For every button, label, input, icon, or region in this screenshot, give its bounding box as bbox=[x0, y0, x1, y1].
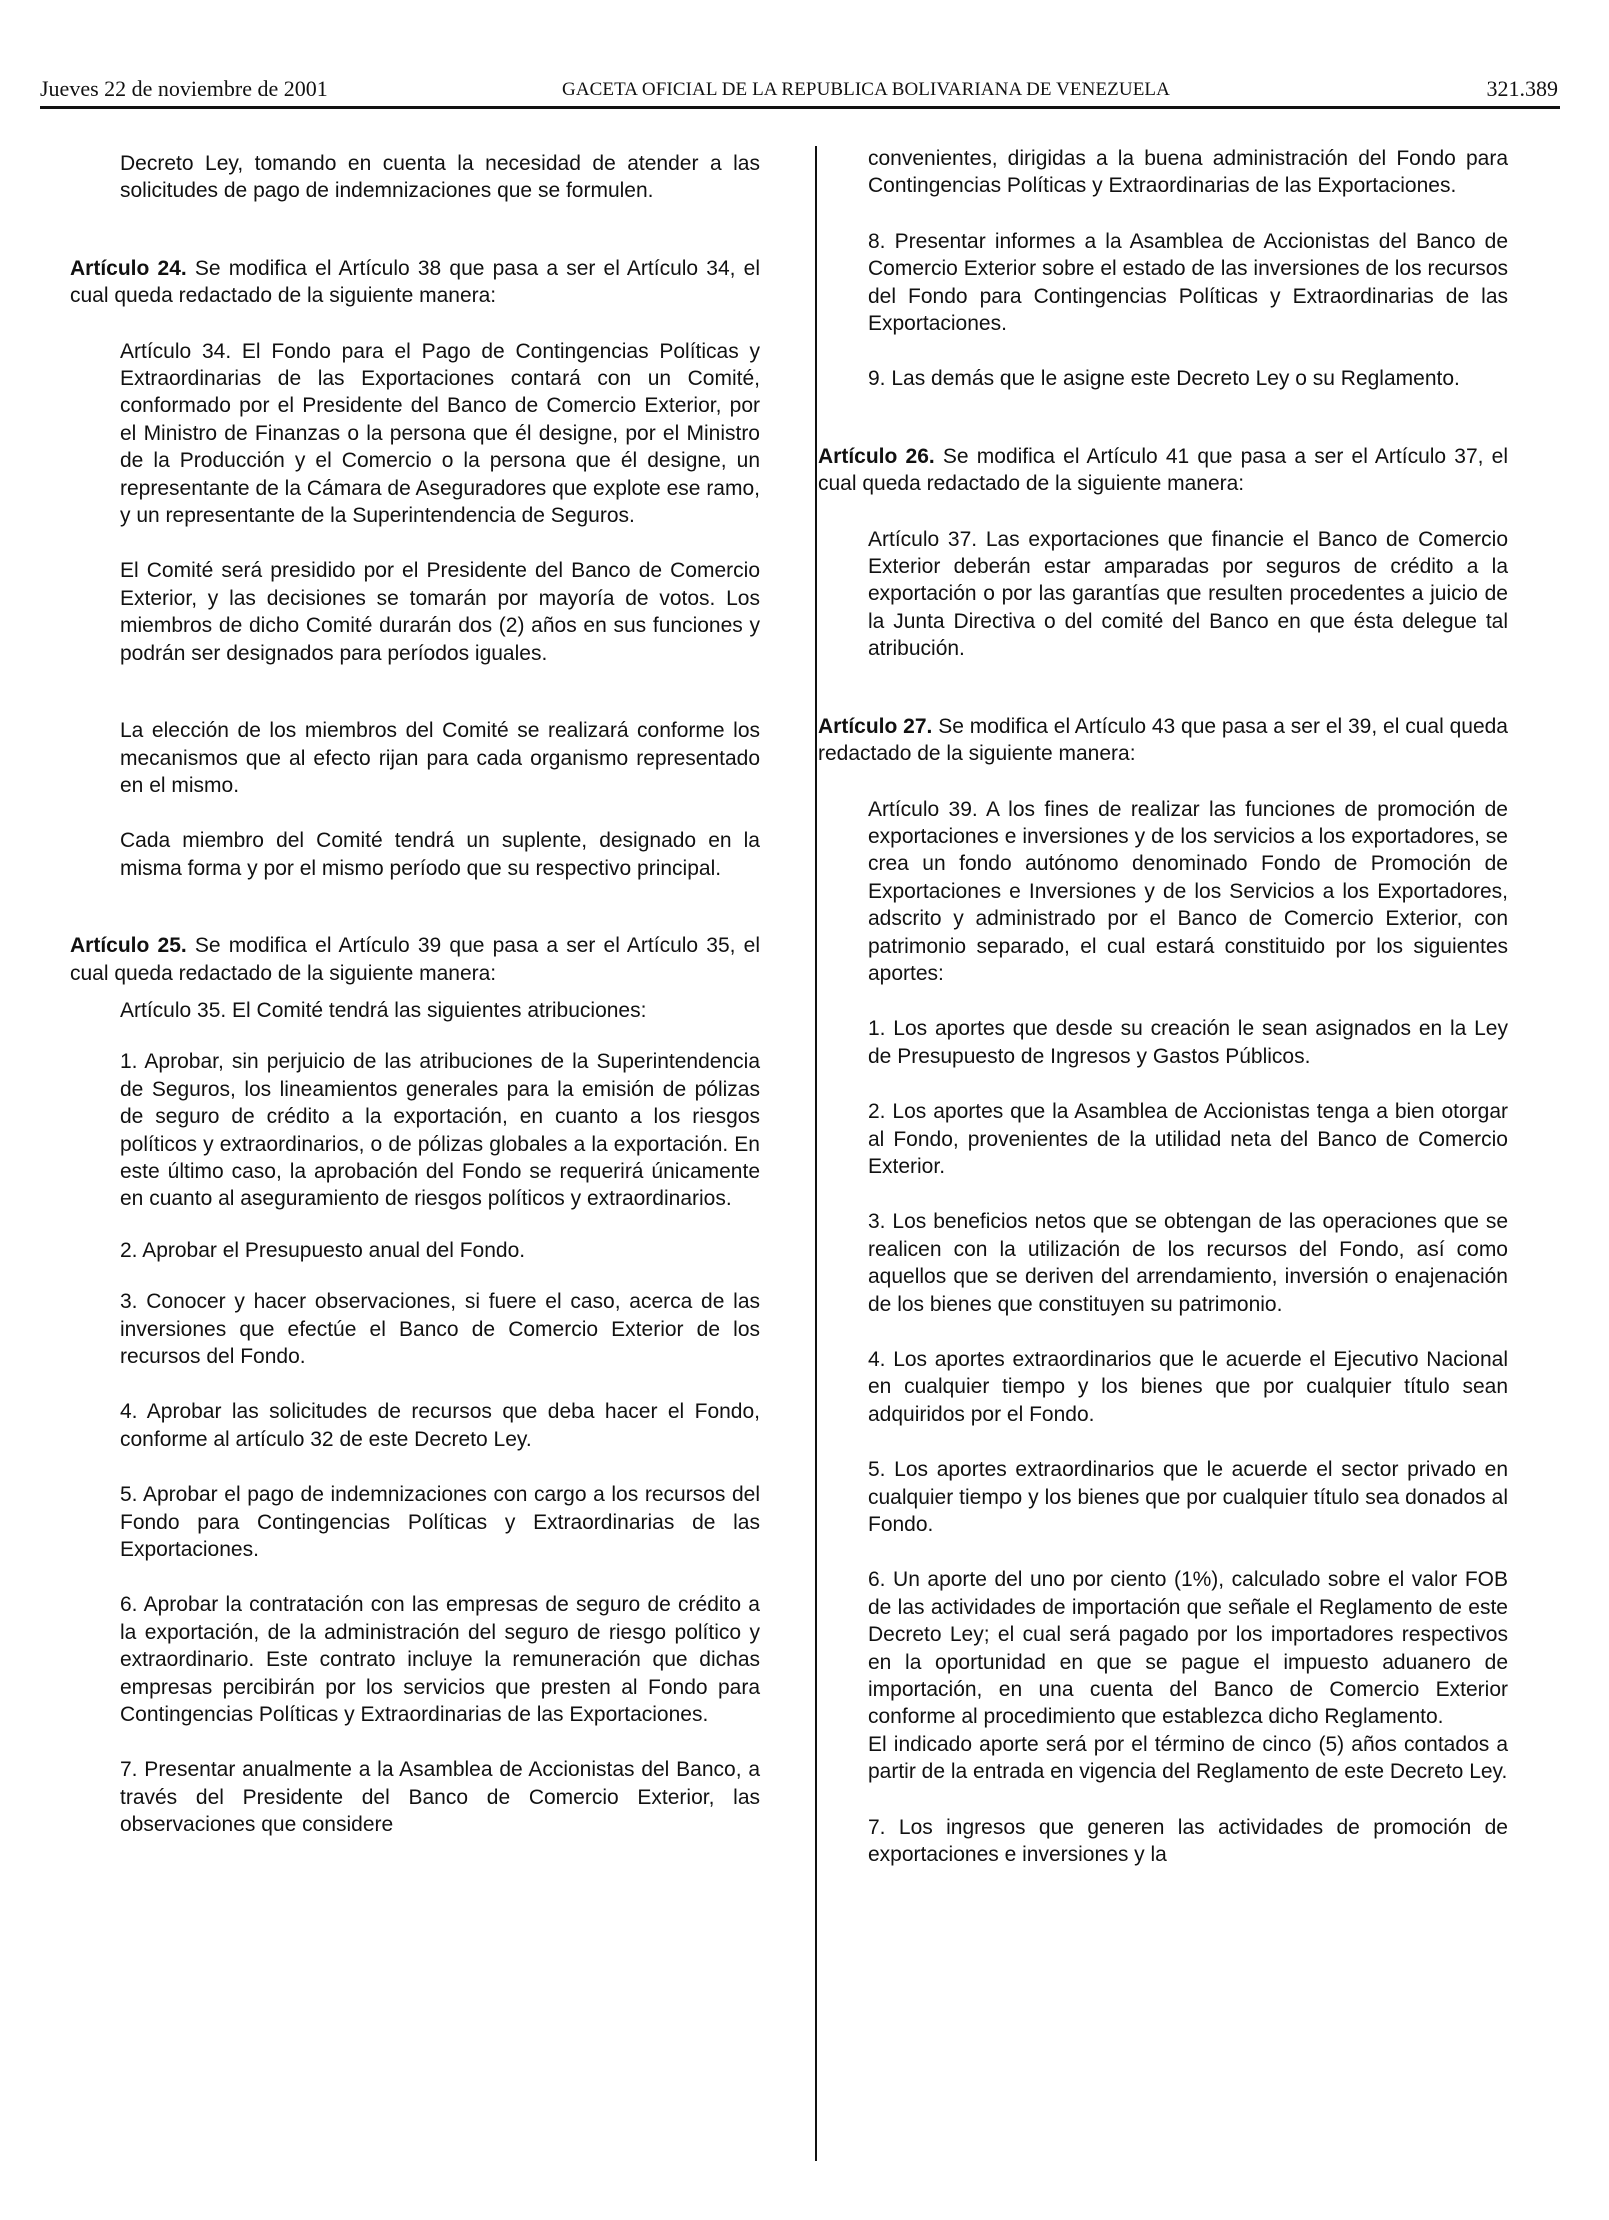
article-34-paragraph: La elección de los miembros del Comité se realizará conforme los mecanismos que al efecto rijan para cada organismo representado en el mismo. bbox=[120, 719, 760, 797]
article-text: Se modifica el Artículo 41 que pasa a ser el Artículo 37, el cual queda redactado de la siguiente manera: bbox=[818, 444, 1508, 496]
header-date: Jueves 22 de noviembre de 2001 bbox=[40, 76, 328, 101]
list-item: 8. Presentar informes a la Asamblea de Accionistas del Banco de Comercio Exterior sobre el estado de las inversiones de los recursos del Fondo para Contingencias Políticas y Extraordinarias de las Exportaciones. bbox=[868, 229, 1508, 336]
article-34-paragraph: Cada miembro del Comité tendrá un suplente, designado en la misma forma y por el mismo período que su respectivo principal. bbox=[120, 829, 760, 880]
paragraph: Decreto Ley, tomando en cuenta la necesidad de atender a las solicitudes de pago de indemnizaciones que se formulen. bbox=[120, 152, 760, 203]
article-34-paragraph: El Comité será presidido por el Presidente del Banco de Comercio Exterior, y las decisiones se tomarán por mayoría de votos. Los miembros de dicho Comité durarán dos (2) años en sus funciones y podrán ser designados para períodos iguales. bbox=[120, 559, 760, 665]
article-39-paragraph: Artículo 39. A los fines de realizar las funciones de promoción de exportaciones e inversiones y de los servicios a los exportadores, se crea un fondo autónomo denominado Fondo de Promoción de Exportaciones e Inversiones y de los Servicios a los Exportadores, adscrito y administrado por el Banco de Comercio Exterior, con patrimonio separado, el cual estará constituido por los siguientes aportes: bbox=[868, 797, 1508, 985]
list-item: 7. Presentar anualmente a la Asamblea de Accionistas del Banco, a través del Presidente del Banco de Comercio Exterior, las observaciones que considere bbox=[120, 1758, 760, 1837]
page-number: 321.389 bbox=[1486, 76, 1558, 101]
article-text: Se modifica el Artículo 43 que pasa a ser el 39, el cual queda redactado de la siguiente manera: bbox=[818, 714, 1508, 766]
list-item: 1. Los aportes que desde su creación le sean asignados en la Ley de Presupuesto de Ingresos y Gastos Públicos. bbox=[868, 1017, 1508, 1068]
right-column bbox=[818, 145, 1508, 1869]
list-item: 3. Conocer y hacer observaciones, si fuere el caso, acerca de las inversiones que efectúe el Banco de Comercio Exterior de los recursos del Fondo. bbox=[120, 1290, 760, 1368]
article-26 bbox=[818, 443, 1508, 498]
list-item: 4. Los aportes extraordinarios que le acuerde el Ejecutivo Nacional en cualquier tiempo y los bienes que por cualquier título sean adquiridos por el Fondo. bbox=[868, 1348, 1508, 1426]
article-25 bbox=[70, 932, 760, 987]
article-label: Artículo 27. bbox=[818, 714, 933, 738]
list-item: 3. Los beneficios netos que se obtengan de las operaciones que se realicen con la utilización de los recursos del Fondo, así como aquellos que se deriven del arrendamiento, inversión o enajenación de los bienes que constituyen su patrimonio. bbox=[868, 1210, 1508, 1316]
article-35-intro: Artículo 35. El Comité tendrá las siguientes atribuciones: bbox=[120, 998, 647, 1022]
left-column bbox=[70, 150, 760, 1839]
header-title: GACETA OFICIAL DE LA REPUBLICA BOLIVARIANA DE VENEZUELA bbox=[562, 79, 1170, 100]
list-item-continuation: El indicado aporte será por el término de cinco (5) años contados a partir de la entrada en vigencia del Reglamento de este Decreto Ley. bbox=[868, 1732, 1508, 1784]
article-label: Artículo 26. bbox=[818, 444, 935, 468]
list-item: 5. Los aportes extraordinarios que le acuerde el sector privado en cualquier tiempo y los bienes que por cualquier título sea donados al Fondo. bbox=[868, 1458, 1508, 1537]
article-label: Artículo 25. bbox=[70, 934, 187, 958]
article-34-paragraph: Artículo 34. El Fondo para el Pago de Contingencias Políticas y Extraordinarias de las Exportaciones contará con un Comité, conformado por el Presidente del Banco de Comercio Exterior, por el Ministro de Finanzas o la persona que él designe, por el Ministro de la Producción y el Comercio o la persona que él designe, un representante de la Cámara de Aseguradores que explote ese ramo, y un representante de la Superintendencia de Seguros. bbox=[120, 339, 760, 528]
article-37-paragraph: Artículo 37. Las exportaciones que financie el Banco de Comercio Exterior deberán estar amparadas por seguros de crédito a la exportación o por las garantías que resulten procedentes a juicio de la Junta Directiva o del comité del Banco en que ésta delegue tal atribución. bbox=[868, 527, 1508, 661]
article-24 bbox=[70, 255, 760, 310]
list-item: 4. Aprobar las solicitudes de recursos que deba hacer el Fondo, conforme al artículo 32 de este Decreto Ley. bbox=[120, 1400, 760, 1451]
list-item: 2. Los aportes que la Asamblea de Accionistas tenga a bien otorgar al Fondo, provenientes de la utilidad neta del Banco de Comercio Exterior. bbox=[868, 1100, 1508, 1178]
list-item: 9. Las demás que le asigne este Decreto Ley o su Reglamento. bbox=[868, 367, 1460, 391]
list-item: 7. Los ingresos que generen las actividades de promoción de exportaciones e inversiones y la bbox=[868, 1815, 1508, 1867]
article-text: Se modifica el Artículo 38 que pasa a ser el Artículo 34, el cual queda redactado de la siguiente manera: bbox=[70, 256, 760, 308]
paragraph: convenientes, dirigidas a la buena administración del Fondo para Contingencias Políticas y Extraordinarias de las Exportaciones. bbox=[868, 147, 1508, 198]
article-text: Se modifica el Artículo 39 que pasa a ser el Artículo 35, el cual queda redactado de la siguiente manera: bbox=[70, 934, 760, 985]
list-item: 1. Aprobar, sin perjuicio de las atribuciones de la Superintendencia de Seguros, los lineamientos generales para la emisión de pólizas de seguro de crédito a la exportación, en cuanto a los riesgos políticos y extraordinarios, o de pólizas globales a la exportación. En este último caso, la aprobación del Fondo se requerirá únicamente en cuanto al aseguramiento de riesgos políticos y extraordinarios. bbox=[120, 1050, 760, 1211]
article-label: Artículo 24. bbox=[70, 256, 187, 280]
list-item: 6. Un aporte del uno por ciento (1%), calculado sobre el valor FOB de las actividades de importación que señale el Reglamento de este Decreto Ley; el cual será pagado por los importadores respectivos en la oportunidad en que se pague el impuesto aduanero de importación, en una cuenta del Banco de Comercio Exterior conforme al procedimiento que establezca dicho Reglamento. bbox=[868, 1568, 1508, 1729]
list-item: 5. Aprobar el pago de indemnizaciones con cargo a los recursos del Fondo para Contingencias Políticas y Extraordinarias de las Exportaciones. bbox=[120, 1483, 760, 1562]
article-27 bbox=[818, 713, 1508, 768]
list-item: 6. Aprobar la contratación con las empresas de seguro de crédito a la exportación, de la administración del seguro de riesgo político y extraordinario. Este contrato incluye la remuneración que dichas empresas percibirán por los servicios que presten al Fondo para Contingencias Políticas y Extraordinarias de las Exportaciones. bbox=[120, 1593, 760, 1727]
list-item: 2. Aprobar el Presupuesto anual del Fondo. bbox=[120, 1238, 526, 1262]
column-divider bbox=[815, 146, 817, 2161]
page-header bbox=[40, 76, 1560, 109]
